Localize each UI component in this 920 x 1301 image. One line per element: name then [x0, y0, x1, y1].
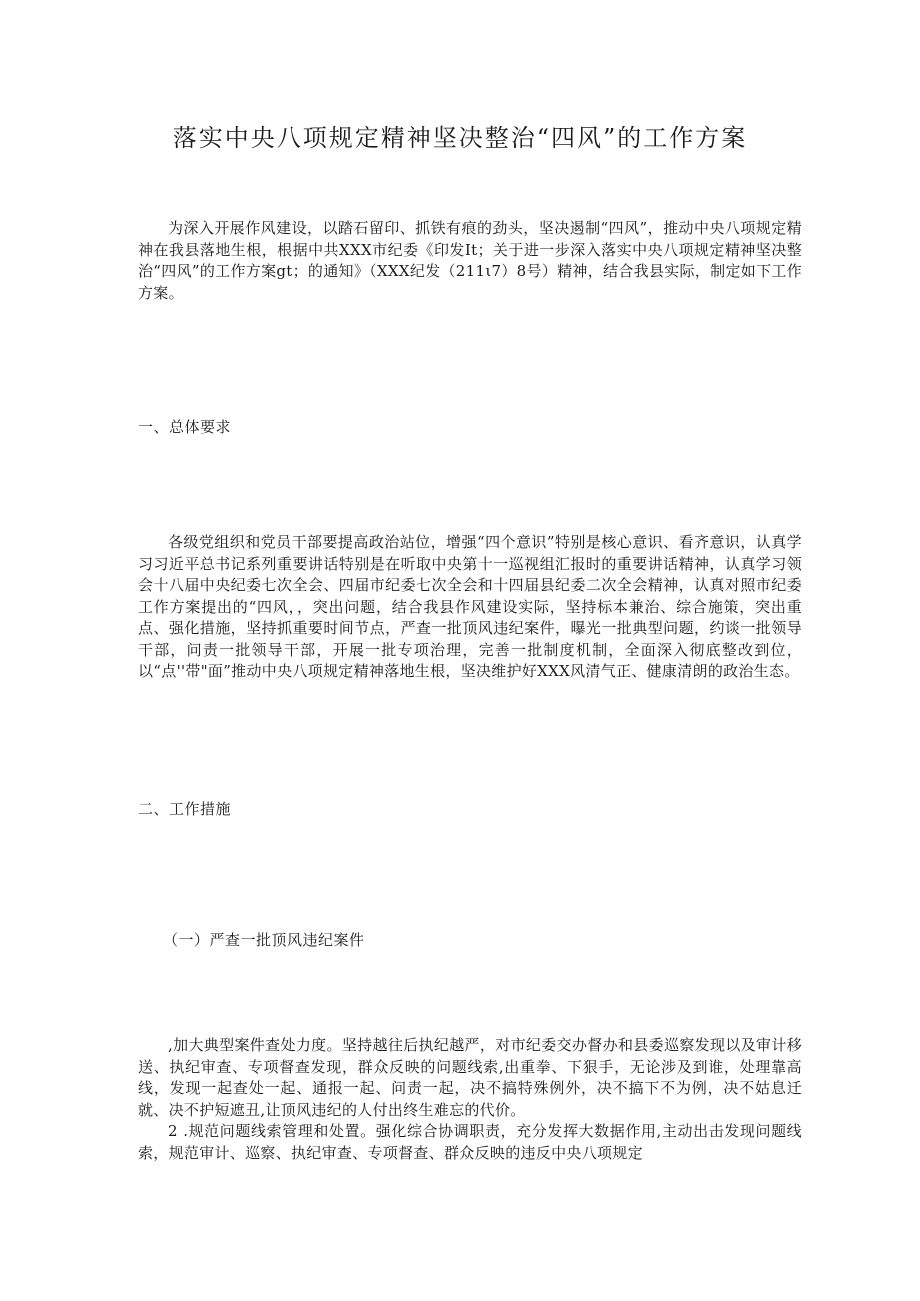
intro-paragraph: 为深入开展作风建设，以踏石留印、抓铁有痕的劲头，坚决遏制“四风”，推动中央八项规定精神在我县落地生根，根据中共XXX市纪委《印发It；关于进一步深入落实中央八项规定精神坚决整治“四风”的工作方案gt；的通知》（XXX纪发（211ι7）8号）精神，结合我县实际，制定如下工作方案。	[138, 219, 802, 302]
measure-item-2-paragraph: 2 .规范问题线索管理和处置。强化综合协调职责，充分发挥大数据作用,主动出击发现问题线索，规范审计、巡察、执纪审查、专项督查、群众反映的违反中央八项规定	[138, 1122, 802, 1162]
measure-item-1-paragraph: ,加大典型案件查处力度。坚持越往后执纪越严，对市纪委交办督办和县委巡察发现以及审计移送、执纪审查、专项督查发现，群众反映的问题线索,出重拳、下狠手，无论涉及到谁，处理靠高线，发现一起查处一起、通报一起、问责一起，决不搞特殊例外，决不搞下不为例，决不姑息迁就、决不护短遮丑,让顶风违纪的人付出终生难忘的代价。	[138, 1036, 802, 1119]
section-heading-work-measures: 二、工作措施	[138, 800, 232, 818]
document-title: 落实中央八项规定精神坚决整治“四风”的工作方案	[172, 124, 748, 152]
section-heading-general-requirements: 一、总体要求	[138, 418, 232, 436]
subsection-heading-investigate-cases: （一）严查一批顶风违纪案件	[163, 931, 365, 949]
general-requirements-paragraph: 各级党组织和党员干部要提高政治站位，增强“四个意识”特别是核心意识、看齐意识，认真学习习近平总书记系列重要讲话特别是在听取中央第十一巡视组汇报时的重要讲话精神，认真学习领会十八届中央纪委七次全会、四届市纪委七次全会和十四届县纪委二次全会精神，认真对照市纪委工作方案提出的“四风，，突出问题，结合我县作风建设实际，坚持标本兼治、综合施策，突出重点、强化措施，坚持抓重要时间节点，严查一批顶风违纪案件，曝光一批典型问题，约谈一批领导干部，问责一批领导干部，开展一批专项治理，完善一批制度机制，全面深入彻底整改到位，以“点''带"面”推动中央八项规定精神落地生根，坚决维护好XXX风清气正、健康清朗的政治生态。	[138, 533, 802, 680]
